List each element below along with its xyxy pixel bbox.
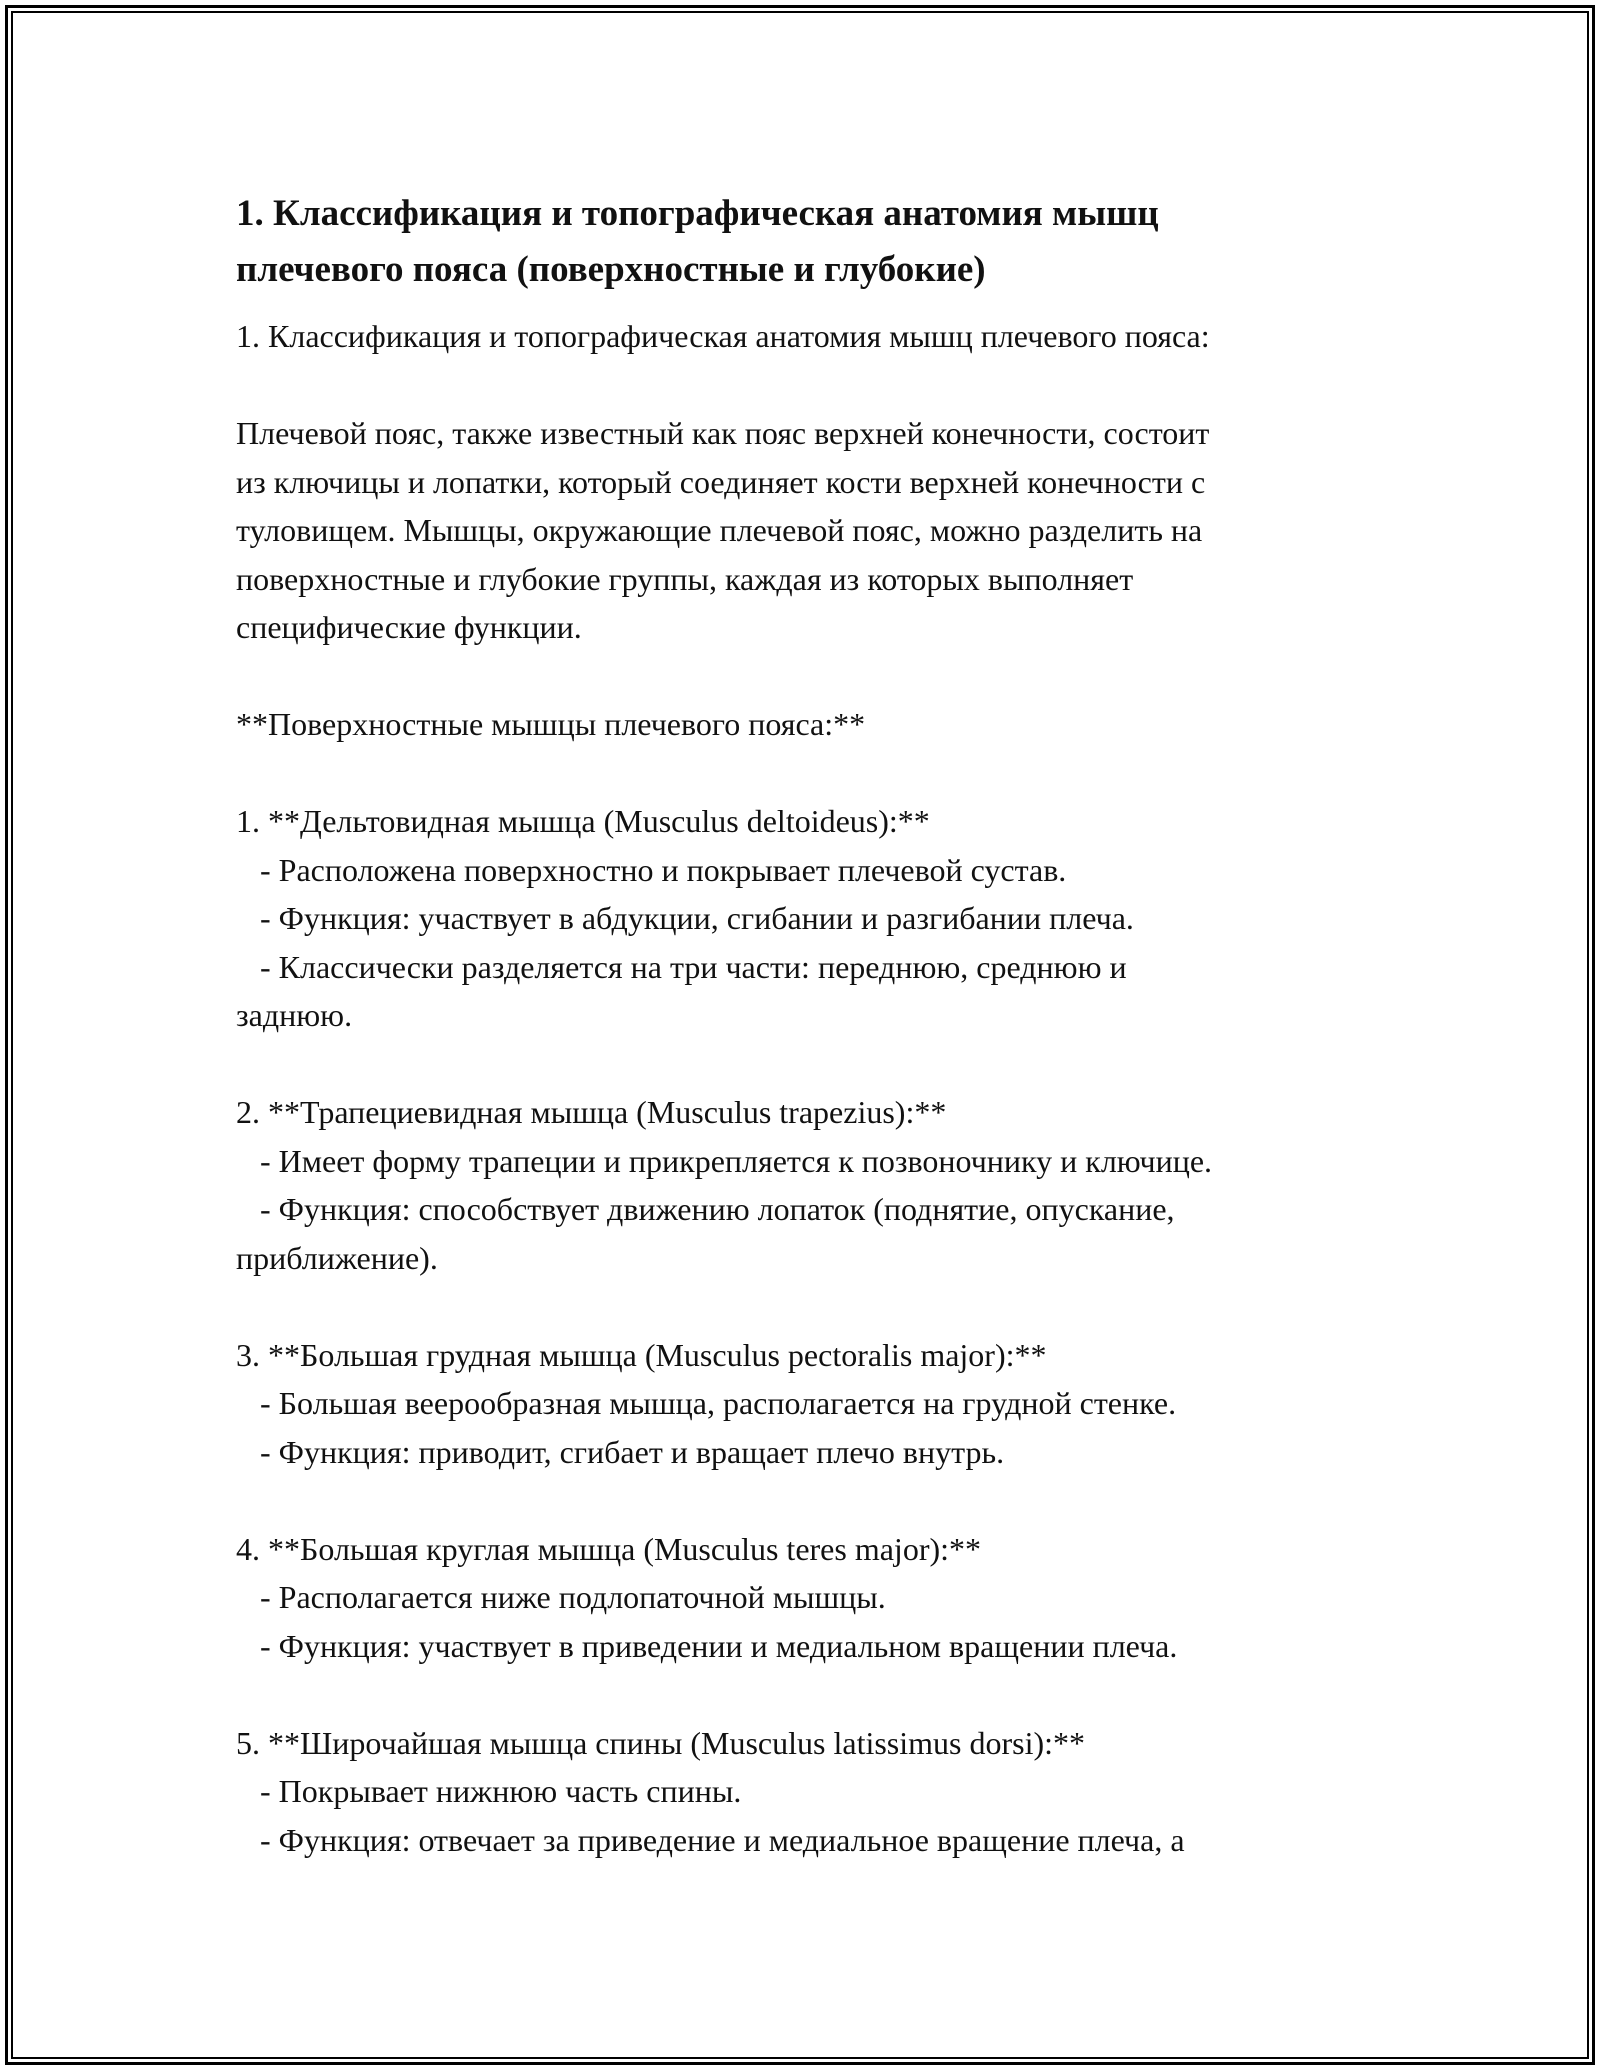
list-item-heading: 3. **Большая грудная мышца (Musculus pectoralis major):** [236, 1336, 1047, 1373]
list-item-detail: - Функция: отвечает за приведение и медиальное вращение плеча, а [236, 1821, 1185, 1858]
body-line [236, 749, 1366, 798]
body-line: туловищем. Мышцы, окружающие плечевой пояс, можно разделить на [236, 512, 1203, 548]
list-item-heading: 2. **Трапециевидная мышца (Musculus trapezius):** [236, 1094, 947, 1130]
list-item-detail: приближение). [236, 1239, 438, 1276]
document-title [236, 186, 1366, 298]
list-item-heading: 1. **Дельтовидная мышца (Musculus deltoideus):** [236, 803, 930, 839]
list-item-detail: - Функция: участвует в абдукции, сгибании и разгибании плеча. [236, 900, 1134, 936]
body-line [236, 652, 1366, 701]
title-line: плечевого пояса (поверхностные и глубокие) [236, 249, 986, 290]
list-item-detail: - Функция: способствует движению лопаток (поднятие, опускание, [236, 1191, 1175, 1227]
body-line: 1. Классификация и топографическая анатомия мышц плечевого пояса: [236, 318, 1210, 354]
body-line: поверхностные и глубокие группы, каждая из которых выполняет [236, 560, 1134, 597]
section-heading: **Поверхностные мышцы плечевого пояса:** [236, 706, 866, 742]
list-item-detail: - Функция: приводит, сгибает и вращает плечо внутрь. [236, 1433, 1005, 1470]
body-line [236, 1670, 1366, 1719]
title-line: 1. Классификация и топографическая анатомия мышц [236, 193, 1159, 234]
list-item-detail: - Классически разделяется на три части: переднюю, среднюю и [236, 948, 1127, 985]
body-line: специфические функции. [236, 609, 582, 645]
list-item-detail: заднюю. [236, 997, 353, 1033]
body-line [236, 1282, 1366, 1331]
list-item-detail: - Расположена поверхностно и покрывает плечевой сустав. [236, 851, 1067, 888]
document-body [236, 312, 1366, 1864]
body-line: Плечевой пояс, также известный как пояс верхней конечности, состоит [236, 415, 1210, 451]
list-item-detail: - Покрывает нижнюю часть спины. [236, 1773, 742, 1809]
body-line [236, 1040, 1366, 1089]
list-item-detail: - Располагается ниже подлопаточной мышцы. [236, 1579, 886, 1615]
list-item-detail: - Большая веерообразная мышца, располагается на грудной стенке. [236, 1385, 1177, 1421]
list-item-heading: 5. **Широчайшая мышца спины (Musculus latissimus dorsi):** [236, 1724, 1086, 1761]
list-item-detail: - Имеет форму трапеции и прикрепляется к позвоночнику и ключице. [236, 1142, 1213, 1179]
body-line [236, 1476, 1366, 1525]
document-page [236, 186, 1366, 1864]
body-line [236, 361, 1366, 410]
body-line: из ключицы и лопатки, который соединяет кости верхней конечности с [236, 463, 1206, 500]
list-item-detail: - Функция: участвует в приведении и медиальном вращении плеча. [236, 1627, 1178, 1664]
list-item-heading: 4. **Большая круглая мышца (Musculus teres major):** [236, 1530, 982, 1567]
